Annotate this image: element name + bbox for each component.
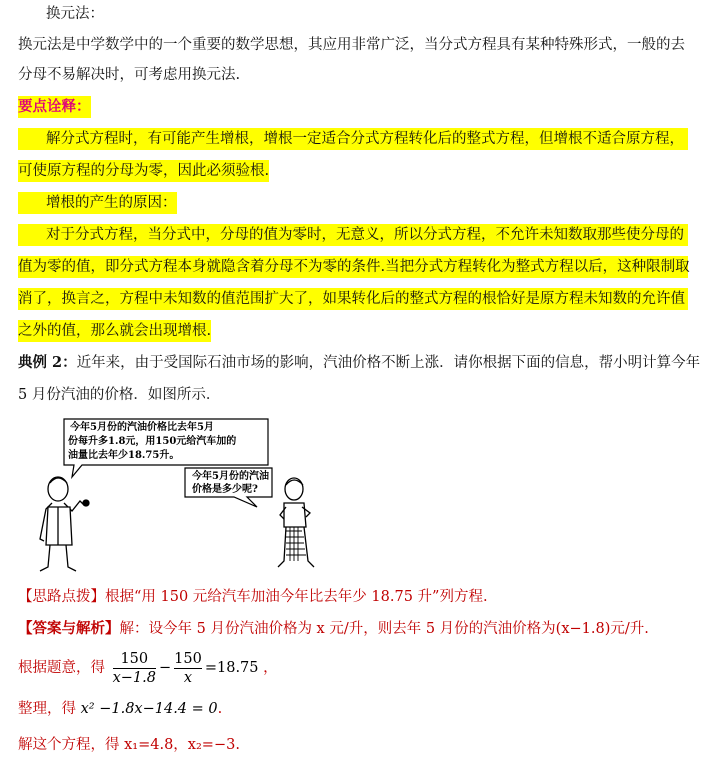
- equation-2-line: [18, 698, 222, 720]
- bubble-2-line-1: 今年5月份的汽油: [192, 471, 269, 482]
- equation-1-line: [18, 648, 278, 688]
- hint-text: 根据“用 150 元给汽车加油今年比去年少 18.75 升”列方程.: [105, 589, 488, 605]
- section-heading: 换元法：: [46, 6, 104, 22]
- key-p2-title: 增根的产生的原因：: [18, 192, 177, 214]
- answer-text: 解：设今年 5 月份汽油价格为 x 元/升，则去年 5 月份的汽油价格为(x−1.8)元/升.: [119, 621, 649, 637]
- equation-1-suffix: ，: [263, 660, 278, 676]
- example-label: 典例 2：: [18, 354, 77, 371]
- bubble-1-line-1: 今年5月份的汽油价格比去年5月: [70, 422, 214, 433]
- equation-2-suffix: .: [217, 701, 223, 717]
- key-p1-line-1: 解分式方程时，有可能产生增根，增根一定适合分式方程转化后的整式方程，但增根不适合原方程，: [18, 128, 688, 150]
- key-p3-line-4: 之外的值，那么就会出现增根.: [18, 320, 211, 342]
- example-illustration: [22, 415, 342, 575]
- hint-label: 【思路点拨】: [18, 589, 105, 605]
- minus-sign: −: [159, 660, 172, 676]
- key-p3-line-1: 对于分式方程，当分式中，分母的值为零时，无意义，所以分式方程，不允许未知数取那些使分母的: [18, 224, 688, 246]
- example-text-1: 近年来，由于受国际石油市场的影响，汽油价格不断上涨．请你根据下面的信息，帮小明计算今年: [76, 355, 701, 371]
- hint-line: [18, 586, 488, 608]
- key-p3-line-3: 消了，换言之，方程中未知数的值范围扩大了，如果转化后的整式方程的根恰好是原方程未知数的允许值: [18, 288, 688, 310]
- answer-line: [18, 618, 649, 640]
- equation-1-prefix: 根据题意，得: [18, 660, 105, 676]
- equation-2: x² −1.8x−14.4 = 0: [80, 701, 218, 717]
- bubble-1-line-3: 油量比去年少18.75升。: [68, 450, 180, 461]
- bubble-1-line-2: 份每升多1.8元，用150元给汽车加的: [68, 436, 237, 447]
- example-line-2: 5 月份汽油的价格．如图所示．: [18, 387, 221, 403]
- bubble-2-line-2: 价格是多少呢?: [192, 484, 258, 495]
- key-p1-line-2: 可使原方程的分母为零，因此必须验根.: [18, 160, 269, 182]
- fraction-2: [174, 650, 202, 687]
- key-points-title: 要点诠释：: [18, 96, 91, 118]
- equation-3-line: 解这个方程，得 x₁=4.8，x₂=−3.: [18, 737, 240, 753]
- fraction-2-denominator: x: [174, 668, 202, 687]
- key-p3-line-2: 值为零的值，即分式方程本身就隐含着分母不为零的条件.当把分式方程转化为整式方程以后，这种限制取: [18, 256, 688, 278]
- example-line-1: [18, 352, 700, 374]
- equation-1: [110, 650, 264, 686]
- intro-line-1: 换元法是中学数学中的一个重要的数学思想，其应用非常广泛，当分式方程具有某种特殊形式，一般的去: [18, 37, 685, 53]
- equation-2-prefix: 整理，得: [18, 701, 76, 717]
- fraction-1-numerator: 150: [120, 650, 149, 667]
- fraction-1-denominator: x−1.8: [112, 669, 156, 686]
- answer-label: 【答案与解析】: [18, 620, 120, 637]
- fraction-2-numerator: 150: [174, 650, 202, 667]
- fraction-1: [113, 650, 156, 687]
- equation-1-rhs: =18.75: [204, 660, 259, 676]
- intro-line-2: 分母不易解决时，可考虑用换元法.: [18, 67, 241, 83]
